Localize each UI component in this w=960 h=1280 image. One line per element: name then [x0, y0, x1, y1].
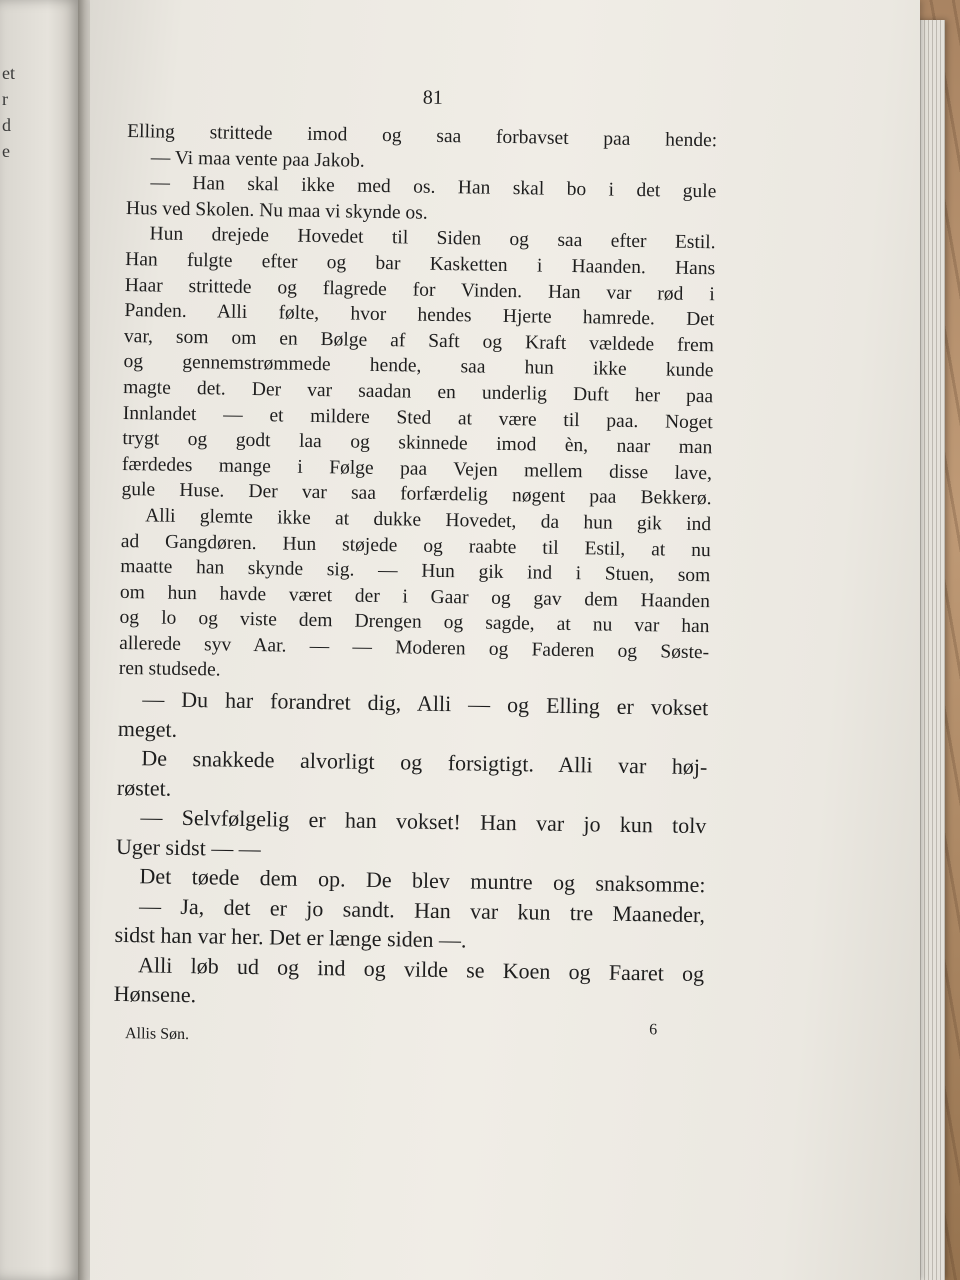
text-line: Uger sidst — — [115, 833, 262, 861]
running-title: Allis Søn. [124, 1024, 190, 1043]
text-line: færdedes mange i Følge paa Vejen mellem disse lave, [121, 453, 713, 484]
text-line: Han fulgte efter og bar Kasketten i Haanden. Hans [125, 248, 716, 280]
text-line: Innlandet — et mildere Sted at være til paa. Noget [122, 402, 713, 433]
text-line: trygt og godt laa og skinnede imod èn, naar man [122, 428, 713, 459]
text-line: gule Huse. Der var saa forfærdelig nøgent paa Bekkerø. [121, 479, 712, 510]
text-line: — Du har forandret dig, Alli — og Elling er vokset [142, 686, 709, 721]
text-line: magte det. Der var saadan en underlig Duft her paa [123, 376, 714, 408]
paragraph-block-large [113, 684, 708, 1018]
text-line: Haar strittede og flagrede for Vinden. Han var rød i [124, 274, 715, 305]
text-line: — Han skal ikke med os. Han skal bo i det gule [150, 172, 717, 203]
text-line: De snakkede alvorligt og forsigtigt. Alli var høj- [141, 745, 708, 780]
text-line: ad Gangdøren. Hun støjede og raabte til Estil, at nu [120, 530, 711, 561]
left-fragment: r [2, 89, 8, 109]
signature-mark: 6 [649, 1020, 658, 1038]
text-line: og lo og viste dem Drengen og sagde, at nu var han [119, 607, 710, 638]
text-line: ren studsede. [118, 658, 221, 681]
text-line: — Vi maa vente paa Jakob. [150, 146, 365, 172]
paragraph-block-small [119, 119, 718, 691]
text-line: Alli glemte ikke at dukke Hovedet, da hun gik ind [145, 505, 712, 536]
text-line: Det tøede dem op. De blev muntre og snaksomme: [139, 863, 706, 898]
text-line: om hun havde været der i Gaar og gav dem Haanden [119, 581, 711, 612]
text-line: — Selvfølgelig er han vokset! Han var jo kun tolv [140, 804, 707, 839]
text-line: Panden. Alli følte, hvor hendes Hjerte hamrede. Det [124, 300, 715, 331]
page-number: 81 [422, 86, 443, 109]
left-fragment: e [2, 141, 10, 161]
text-line: — Ja, det er jo sandt. Han var kun tre Maaneder, [138, 892, 706, 927]
text-line: Hønsene. [113, 980, 197, 1008]
text-line: maatte han skynde sig. — Hun gik ind i Stuen, som [120, 556, 711, 587]
text-line: sidst han var her. Det er længe siden —. [114, 921, 467, 953]
left-page-text [2, 60, 15, 164]
left-fragment: d [2, 115, 11, 135]
text-line: Alli løb ud og ind og vilde se Koen og Faaret og [137, 951, 705, 986]
text-line: røstet. [116, 774, 172, 801]
page-text-block [113, 82, 718, 1058]
left-fragment: et [2, 63, 15, 83]
text-line: allerede syv Aar. — — Moderen og Faderen og Søste- [119, 632, 710, 664]
text-line: Hun drejede Hovedet til Siden og saa efter Estil. [149, 223, 716, 254]
left-page [0, 0, 80, 1280]
text-line: Elling strittede imod og saa forbavset paa hende: [127, 120, 718, 152]
text-line: Hus ved Skolen. Nu maa vi skynde os. [125, 197, 428, 224]
text-line: og gennemstrømmede hende, saa hun ikke kunde [123, 351, 714, 382]
text-line: meget. [117, 715, 178, 742]
text-line: var, som om en Bølge af Saft og Kraft vældede frem [123, 325, 715, 356]
